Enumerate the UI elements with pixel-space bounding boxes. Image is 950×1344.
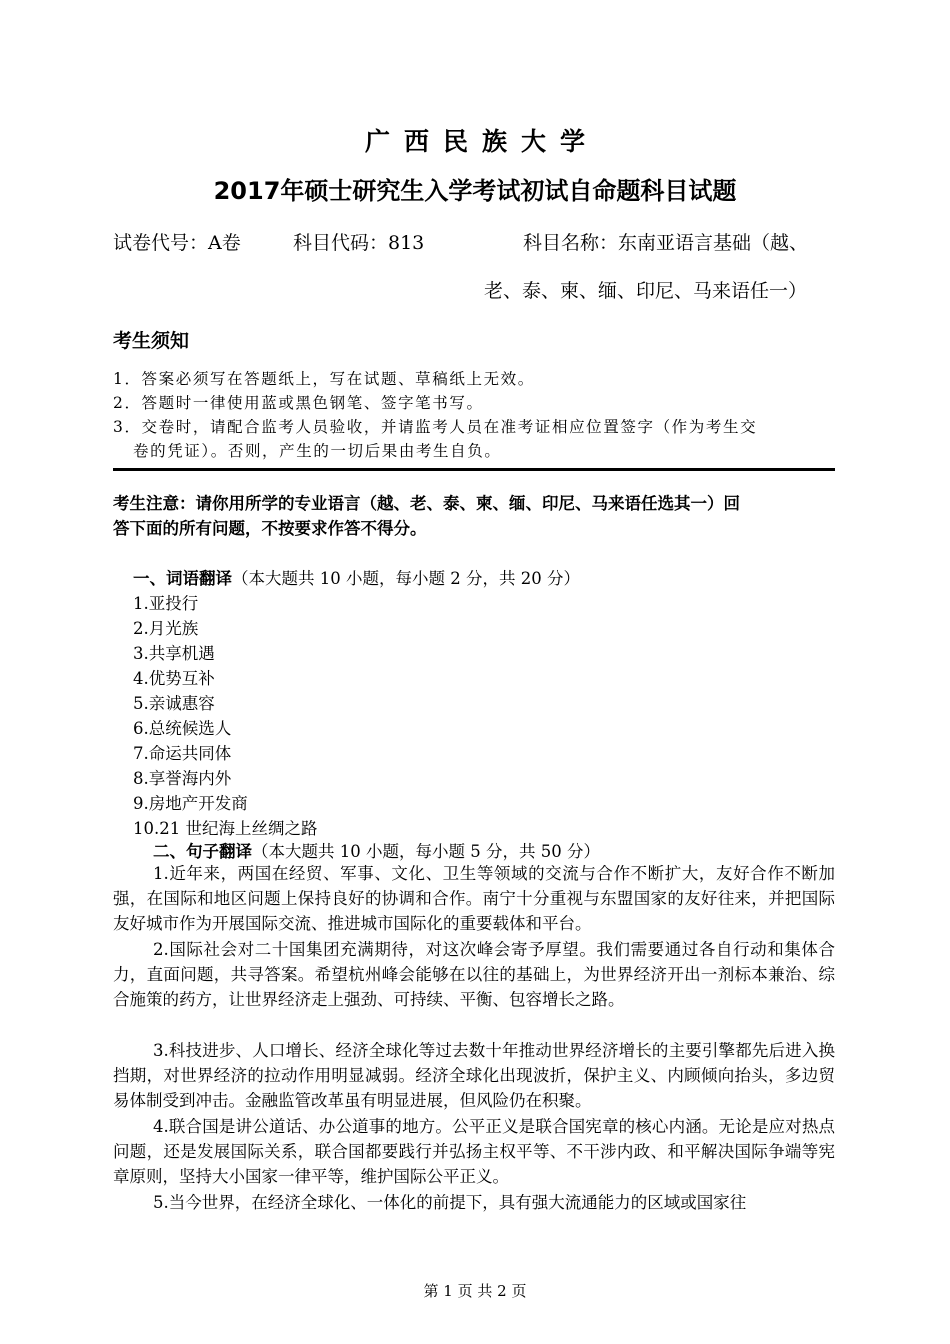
section2-title: 二、句子翻译 xyxy=(153,842,252,861)
paper-code: 试卷代号：A卷 xyxy=(113,232,241,254)
attention-line1: 考生注意：请你用所学的专业语言（越、老、泰、柬、缅、印尼、马来语任选其一）回 xyxy=(113,494,740,513)
word-item: 7.命运共同体 xyxy=(133,744,232,763)
word-item: 8.享誉海内外 xyxy=(133,769,232,788)
notice-item: 2．答题时一律使用蓝或黑色钢笔、签字笔书写。 xyxy=(113,394,484,412)
section2-note: （本大题共 10 小题，每小题 5 分，共 50 分） xyxy=(252,842,600,861)
notice-item: 1．答案必须写在答题纸上，写在试题、草稿纸上无效。 xyxy=(113,370,535,388)
divider-rule xyxy=(113,468,835,471)
word-item: 6.总统候选人 xyxy=(133,719,232,738)
university-title: 广西民族大学 xyxy=(364,127,599,156)
word-item: 3.共享机遇 xyxy=(133,644,215,663)
sentence-item: 3.科技进步、人口增长、经济全球化等过去数十年推动世界经济增长的主要引擎都先后进入换挡期，对世界经济的拉动作用明显减弱。经济全球化出现波折，保护主义、内顾倾向抬头，多边贸易体制受到冲击。金融监管改革虽有明显进展，但风险仍在积聚。 xyxy=(113,1041,835,1110)
word-item: 9.房地产开发商 xyxy=(133,794,248,813)
sentence-item: 4.联合国是讲公道话、办公道事的地方。公平正义是联合国宪章的核心内涵。无论是应对热点问题，还是发展国际关系，联合国都要践行并弘扬主权平等、不干涉内政、和平解决国际争端等宪章原则，坚持大小国家一律平等，维护国际公平正义。 xyxy=(113,1117,835,1186)
section2-heading xyxy=(153,838,600,862)
word-item: 5.亲诚惠容 xyxy=(133,694,215,713)
notice-item: 3．交卷时，请配合监考人员验收，并请监考人员在准考证相应位置签字（作为考生交 xyxy=(113,418,758,436)
section1-note: （本大题共 10 小题，每小题 2 分，共 20 分） xyxy=(232,569,580,588)
section1-heading xyxy=(133,565,580,589)
subject-name-line1: 科目名称：东南亚语言基础（越、 xyxy=(523,232,809,254)
attention-line2: 答下面的所有问题，不按要求作答不得分。 xyxy=(113,519,427,538)
notice-title: 考生须知 xyxy=(113,330,190,352)
subject-name-line2: 老、泰、柬、缅、印尼、马来语任一） xyxy=(484,280,808,302)
word-item: 4.优势互补 xyxy=(133,669,215,688)
exam-title: 2017年硕士研究生入学考试初试自命题科目试题 xyxy=(213,177,737,205)
word-item: 2.月光族 xyxy=(133,619,199,638)
sentence-item: 2.国际社会对二十国集团充满期待，对这次峰会寄予厚望。我们需要通过各自行动和集体合力，直面问题，共寻答案。希望杭州峰会能够在以往的基础上，为世界经济开出一剂标本兼治、综合施策的药方，让世界经济走上强劲、可持续、平衡、包容增长之路。 xyxy=(113,940,835,1009)
word-item: 1.亚投行 xyxy=(133,594,199,613)
word-item: 10.21 世纪海上丝绸之路 xyxy=(133,819,318,838)
subject-code: 科目代码：813 xyxy=(293,232,425,254)
section1-title: 一、词语翻译 xyxy=(133,569,232,588)
sentence-item: 5.当今世界，在经济全球化、一体化的前提下，具有强大流通能力的区域或国家往 xyxy=(153,1193,747,1212)
sentence-item: 1.近年来，两国在经贸、军事、文化、卫生等领域的交流与合作不断扩大，友好合作不断加强，在国际和地区问题上保持良好的协调和合作。南宁十分重视与东盟国家的友好往来，并把国际友好城市作为开展国际交流、推进城市国际化的重要载体和平台。 xyxy=(113,864,835,933)
notice-item: 卷的凭证）。否则，产生的一切后果由考生自负。 xyxy=(133,442,502,460)
page-number: 第 1 页 共 2 页 xyxy=(423,1282,527,1300)
